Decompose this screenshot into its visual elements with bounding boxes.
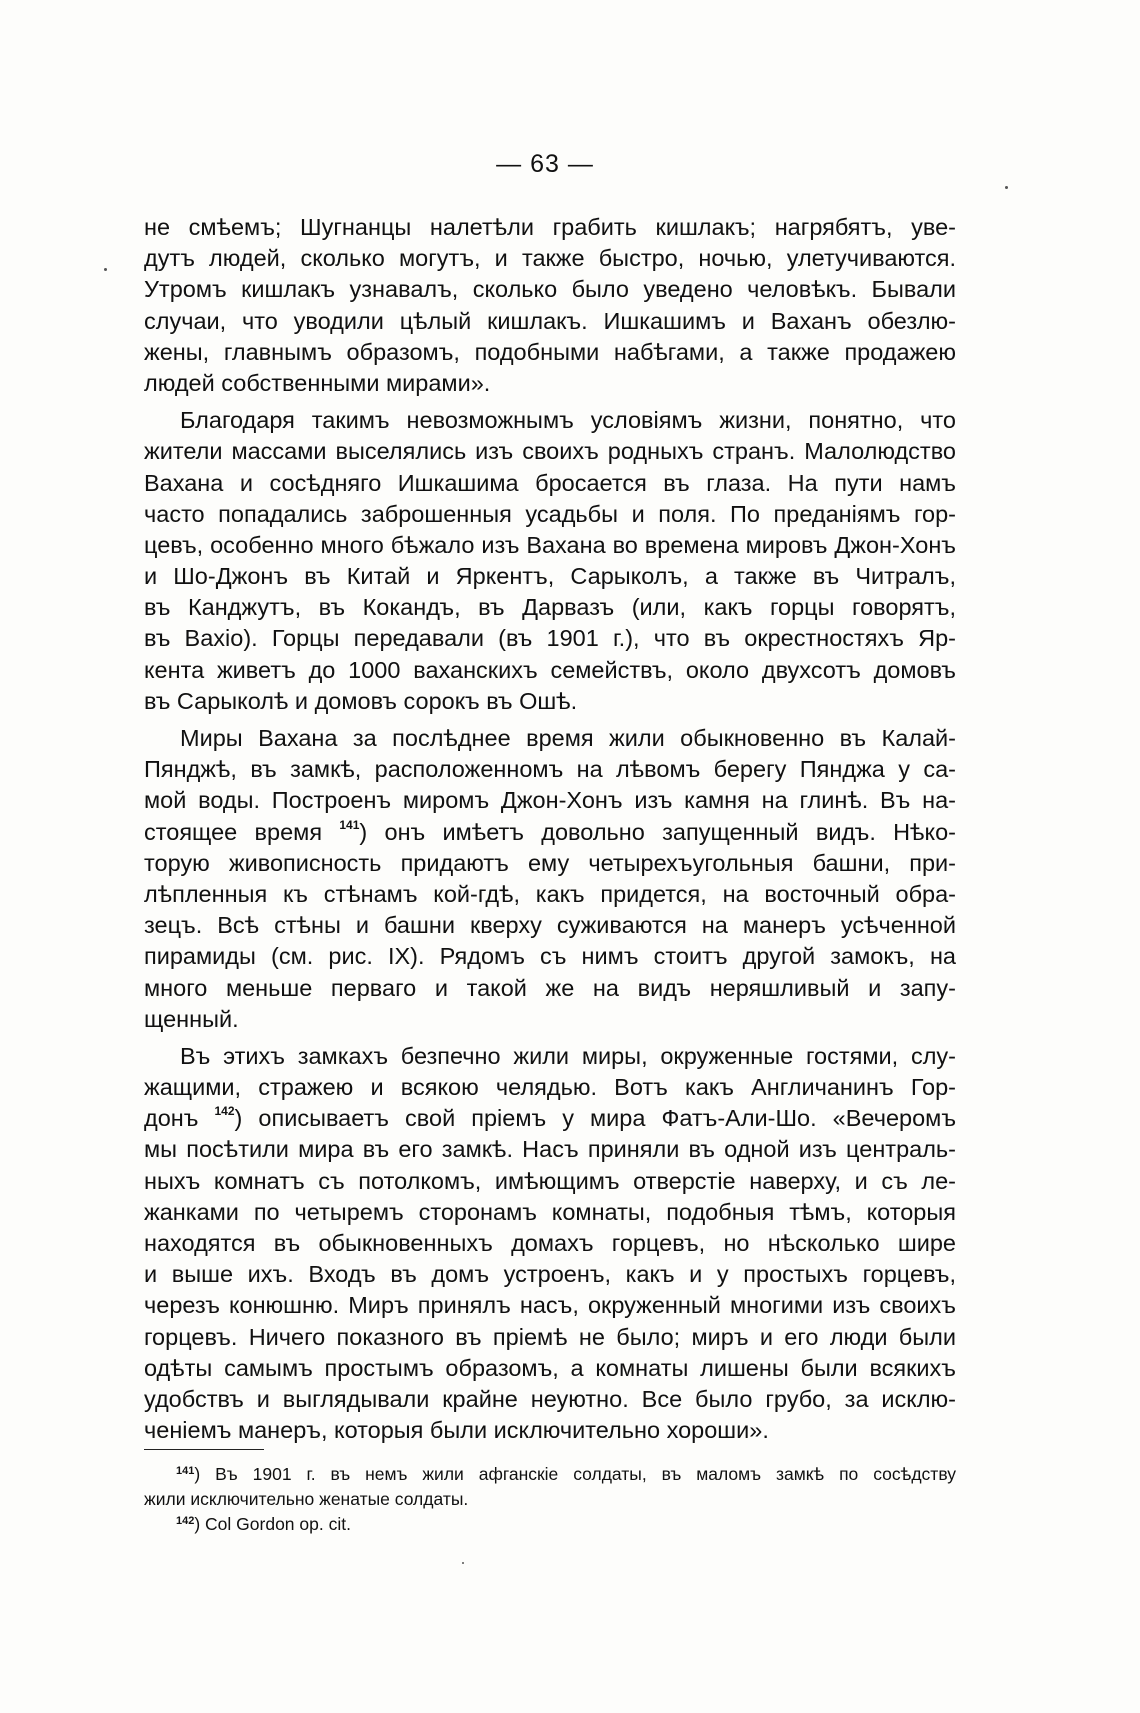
text-line: Въ этихъ замкахъ безпечно жили миры, окруженные гостями, слу- (180, 1042, 956, 1069)
footnote-marker: 141 (176, 1465, 195, 1477)
text-line: торую живописность придаютъ ему четырехъугольныя башни, при- (144, 849, 956, 876)
text-line: и выше ихъ. Входъ въ домъ устроенъ, какъ и у простыхъ горцевъ, (144, 1261, 956, 1288)
text-segment: ) описываетъ свой пріемъ у мира Фатъ-Али-Шо. «Вечеромъ (234, 1105, 956, 1132)
text-line: пирамиды (см. рис. IX). Рядомъ съ нимъ стоитъ другой замокъ, на (144, 943, 956, 970)
text-line: щенный. (144, 1005, 239, 1032)
paragraph-3 (144, 723, 956, 1035)
scan-speck (104, 268, 107, 271)
text-line: часто попадались заброшенныя усадьбы и поля. По преданіямъ гор- (144, 500, 956, 527)
text-line: Утромъ кишлакъ узнавалъ, сколько было уведено человѣкъ. Бывали (144, 276, 956, 303)
text-line: случаи, что уводили цѣлый кишлакъ. Ишкашимъ и Ваханъ обезлю- (144, 307, 956, 334)
text-line: жители массами выселялись изъ своихъ родныхъ странъ. Малолюдство (144, 438, 956, 465)
scan-speck (1005, 186, 1008, 189)
text-line-with-footnote-ref (144, 1103, 956, 1134)
paragraph-1 (144, 212, 956, 399)
paragraph-4 (144, 1041, 956, 1446)
scan-speck (462, 1562, 464, 1564)
text-line: удобствъ и выглядывали крайне неуютно. Все было грубо, за исклю- (144, 1385, 956, 1412)
text-line: много меньше перваго и такой же на видъ неряшливый и запу- (144, 974, 956, 1001)
text-line: въ Сарыколѣ и домовъ сорокъ въ Ошѣ. (144, 687, 578, 714)
page-number: — 63 — (496, 150, 594, 178)
text-line-with-footnote-ref (144, 817, 956, 848)
text-line: дутъ людей, сколько могутъ, и также быстро, ночью, улетучиваются. (144, 245, 956, 272)
text-line: находятся въ обыкновенныхъ домахъ горцевъ, но нѣсколько шире (144, 1230, 956, 1256)
text-line: ченіемъ манеръ, которыя были исключительно хороши». (144, 1417, 769, 1444)
text-line: черезъ конюшню. Миръ принялъ насъ, окруженный многими изъ своихъ (144, 1292, 956, 1319)
footnote-141 (144, 1462, 956, 1487)
text-line: Вахана и сосѣдняго Ишкашима бросается въ глаза. На пути намъ (144, 469, 956, 496)
text-segment: донъ (144, 1105, 199, 1132)
text-line: зецъ. Всѣ стѣны и башни кверху суживаются на манеръ усѣченной (144, 912, 956, 939)
footnote-divider (144, 1449, 264, 1450)
text-line: Пянджѣ, въ замкѣ, расположенномъ на лѣвомъ берегу Пянджа у са- (144, 756, 956, 783)
text-line: въ Канджутъ, въ Кокандъ, въ Дарвазъ (или, какъ горцы говорятъ, (144, 594, 956, 621)
text-line: не смѣемъ; Шугнанцы налетѣли грабить кишлакъ; нагрябятъ, уве- (144, 214, 956, 240)
footnote-text-line: жили исключительно женатые солдаты. (144, 1489, 469, 1509)
text-line: жены, главнымъ образомъ, подобными набѣгами, а также продажею (144, 338, 956, 365)
text-line: и Шо-Джонъ въ Китай и Яркентъ, Сарыколъ, а также въ Читралъ, (144, 563, 956, 590)
text-line: ныхъ комнатъ съ потолкомъ, имѣющимъ отверстіе наверху, и съ ле- (144, 1167, 956, 1194)
text-line: въ Вахіо). Горцы передавали (въ 1901 г.), что въ окрестностяхъ Яр- (144, 625, 956, 652)
text-segment: ) онъ имѣетъ довольно запущенный видъ. Нѣко- (359, 818, 956, 845)
text-line: кента живетъ до 1000 ваханскихъ семействъ, около двухсотъ домовъ (144, 656, 956, 683)
text-line: Благодаря такимъ невозможнымъ условіямъ жизни, понятно, что (180, 407, 956, 434)
text-line: одѣты самымъ простымъ образомъ, а комнаты лишены были всякихъ (144, 1354, 956, 1381)
text-line: жанками по четыремъ сторонамъ комнаты, подобныя тѣмъ, которыя (144, 1198, 956, 1225)
footnotes (144, 1462, 956, 1537)
text-line: Миры Вахана за послѣднее время жили обыкновенно въ Калай- (180, 725, 956, 751)
text-line: мой воды. Построенъ миромъ Джон-Хонъ изъ камня на глинѣ. Въ на- (144, 787, 956, 814)
text-line: горцевъ. Ничего показного въ пріемѣ не было; миръ и его люди были (144, 1323, 956, 1350)
text-line: цевъ, особенно много бѣжало изъ Вахана во времена мировъ Джон-Хонъ (144, 531, 956, 558)
footnote-ref-142[interactable]: 142 (214, 1104, 235, 1119)
footnote-text: ) Въ 1901 г. въ немъ жили афганскіе солдаты, въ маломъ замкѣ по сосѣдству (194, 1464, 956, 1484)
footnote-ref-141[interactable]: 141 (339, 817, 360, 832)
footnote-marker: 142 (176, 1515, 195, 1527)
footnote-142 (144, 1512, 956, 1537)
text-segment: стоящее время (144, 818, 323, 845)
text-line: мы посѣтили мира въ его замкѣ. Насъ приняли въ одной изъ централь- (144, 1136, 956, 1163)
text-line: лѣпленныя къ стѣнамъ кой-гдѣ, какъ придется, на восточный обра- (144, 880, 956, 907)
text-line: людей собственными мирами». (144, 369, 491, 396)
footnote-text: ) Col Gordon op. cit. (194, 1514, 351, 1534)
main-text (144, 212, 956, 1452)
paragraph-2 (144, 405, 956, 717)
text-line: жащими, стражею и всякою челядью. Вотъ какъ Англичанинъ Гор- (144, 1074, 956, 1101)
